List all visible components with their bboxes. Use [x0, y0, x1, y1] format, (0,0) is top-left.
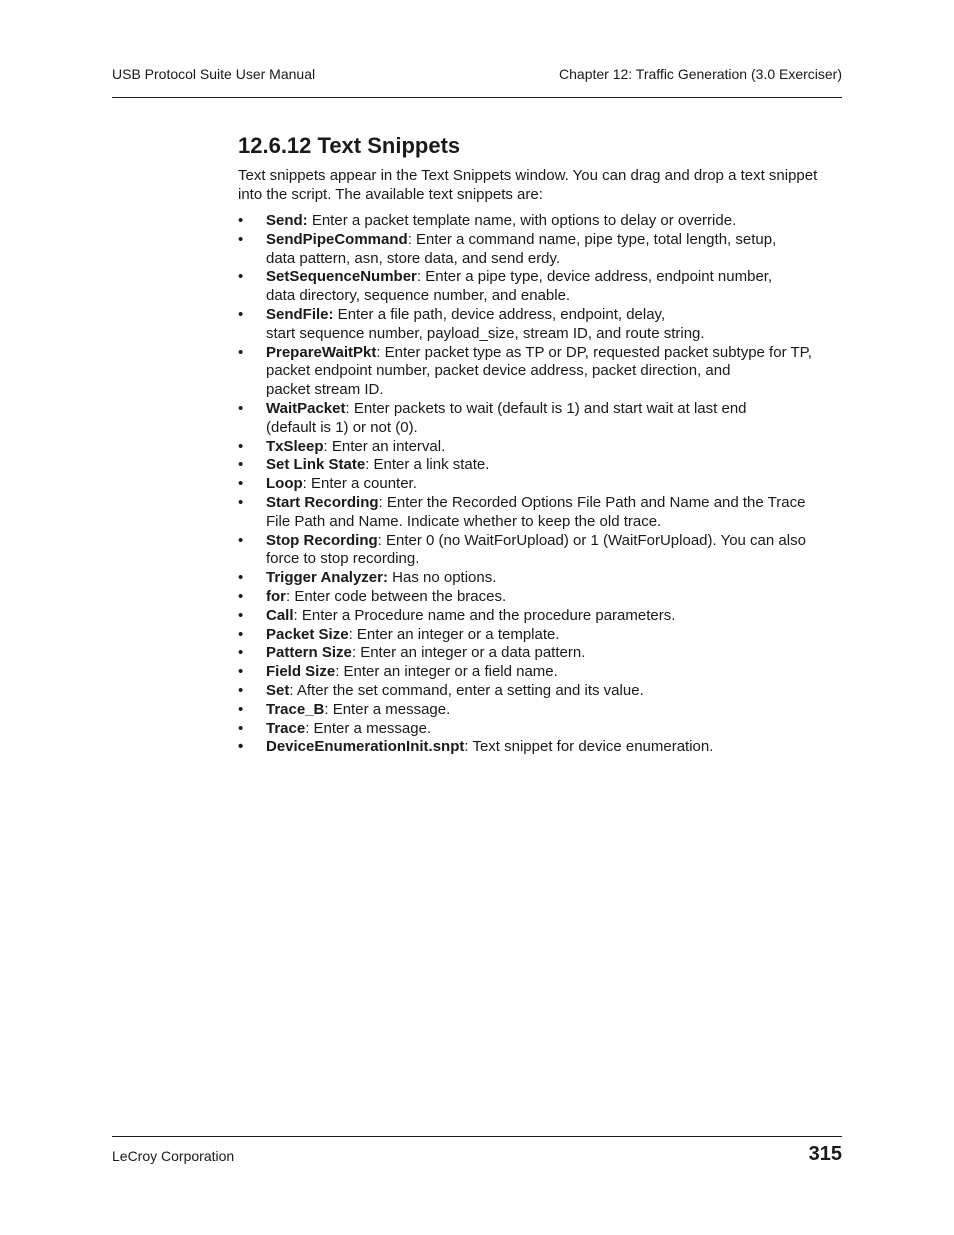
page-number: 315: [808, 1143, 842, 1165]
list-item: [238, 532, 842, 570]
snippet-name: Set: [266, 681, 290, 699]
snippet-description: : Enter code between the braces.: [286, 587, 507, 605]
bullet-icon: •: [238, 343, 244, 361]
snippet-description: : Enter a Procedure name and the procedure parameters.: [293, 606, 676, 624]
bullet-icon: •: [238, 644, 244, 662]
bullet-icon: •: [238, 305, 244, 323]
snippet-name: Send:: [266, 212, 308, 229]
list-item: [238, 438, 842, 457]
list-item: [238, 588, 842, 607]
bullet-icon: •: [238, 268, 244, 286]
snippet-name: TxSleep: [266, 437, 324, 455]
bullet-icon: •: [238, 230, 244, 248]
bullet-icon: •: [238, 531, 244, 549]
snippet-description: : Enter a link state.: [365, 456, 490, 474]
bullet-icon: •: [238, 738, 244, 756]
snippet-description: : Text snippet for device enumeration.: [464, 738, 714, 756]
snippet-name: WaitPacket: [266, 399, 346, 417]
snippet-description: Enter a packet template name, with options to delay or override.: [307, 212, 737, 229]
snippet-description: Enter a file path, device address, endpoint, delay, start sequence number, payload_size, stream ID, and route string.: [266, 305, 705, 342]
snippet-description: Has no options.: [387, 569, 497, 587]
list-item: [238, 306, 842, 344]
list-item: [238, 663, 842, 682]
bullet-icon: •: [238, 719, 244, 737]
list-item: [238, 400, 842, 438]
snippet-description: : Enter a command name, pipe type, total length, setup, data pattern, asn, store data, and send erdy.: [266, 230, 777, 267]
snippet-name: Trace_B: [266, 700, 325, 718]
list-item: [238, 268, 842, 306]
snippet-description: : Enter a counter.: [302, 475, 417, 493]
list-item: [238, 701, 842, 720]
snippet-name: SendPipeCommand: [266, 230, 408, 248]
snippet-description: : After the set command, enter a setting and its value.: [289, 681, 644, 699]
list-item: [238, 626, 842, 645]
snippet-name: Loop: [266, 475, 303, 493]
snippet-description: : Enter packet type as TP or DP, requested packet subtype for TP, packet endpoint number, packet device address, packet direction, and packet stream ID.: [266, 343, 812, 399]
bullet-icon: •: [238, 569, 244, 587]
section-intro: Text snippets appear in the Text Snippets window. You can drag and drop a text snippet into the script. The available text snippets are:: [238, 167, 818, 203]
section-title: 12.6.12 Text Snippets: [238, 133, 461, 158]
bullet-icon: •: [238, 212, 244, 229]
list-item: [238, 682, 842, 701]
snippet-description: : Enter an integer or a template.: [348, 625, 560, 643]
list-item: [238, 607, 842, 626]
bullet-icon: •: [238, 625, 244, 643]
snippet-description: : Enter the Recorded Options File Path and Name and the Trace File Path and Name. Indicate whether to keep the old trace.: [266, 493, 806, 530]
snippet-name: Packet Size: [266, 625, 349, 643]
list-item: [238, 720, 842, 739]
list-item: [238, 212, 842, 231]
list-item: [238, 231, 842, 269]
snippet-name: Start Recording: [266, 493, 379, 511]
snippet-description: : Enter an integer or a data pattern.: [351, 644, 586, 662]
manual-title: USB Protocol Suite User Manual: [112, 66, 316, 82]
snippet-name: for: [266, 587, 286, 605]
bullet-icon: •: [238, 663, 244, 681]
list-item: [238, 569, 842, 588]
snippet-name: SetSequenceNumber: [266, 268, 417, 286]
list-item: [238, 644, 842, 663]
snippet-name: Set Link State: [266, 456, 366, 474]
bullet-icon: •: [238, 681, 244, 699]
list-item: [238, 344, 842, 400]
snippet-description: : Enter packets to wait (default is 1) and start wait at last end (default is 1) or not (0).: [266, 399, 747, 436]
bullet-icon: •: [238, 437, 244, 455]
bullet-icon: •: [238, 606, 244, 624]
footer-divider: [112, 1136, 842, 1137]
snippet-name: SendFile:: [266, 305, 334, 323]
snippet-description: : Enter 0 (no WaitForUpload) or 1 (WaitForUpload). You can also force to stop recording.: [266, 531, 806, 568]
list-item: [238, 738, 842, 757]
snippet-name: DeviceEnumerationInit.snpt: [266, 738, 465, 756]
bullet-icon: •: [238, 475, 244, 493]
snippet-name: Trigger Analyzer:: [266, 569, 388, 587]
snippet-description: : Enter a pipe type, device address, endpoint number, data directory, sequence number, and enable.: [266, 268, 773, 305]
snippet-description: : Enter a message.: [324, 700, 451, 718]
snippet-description: : Enter an interval.: [323, 437, 446, 455]
snippet-name: Stop Recording: [266, 531, 378, 549]
chapter-title: Chapter 12: Traffic Generation (3.0 Exerciser): [559, 66, 842, 82]
snippet-list: [238, 212, 842, 757]
bullet-icon: •: [238, 493, 244, 511]
bullet-icon: •: [238, 456, 244, 474]
snippet-name: Call: [266, 606, 294, 624]
snippet-name: Field Size: [266, 663, 336, 681]
list-item: [238, 456, 842, 475]
bullet-icon: •: [238, 587, 244, 605]
snippet-name: Trace: [266, 719, 306, 737]
bullet-icon: •: [238, 700, 244, 718]
list-item: [238, 494, 842, 532]
snippet-description: : Enter a message.: [305, 719, 432, 737]
list-item: [238, 475, 842, 494]
snippet-description: : Enter an integer or a field name.: [335, 663, 558, 681]
snippet-name: PrepareWaitPkt: [266, 343, 377, 361]
company-name: LeCroy Corporation: [112, 1148, 235, 1164]
header-divider: [112, 97, 842, 98]
snippet-name: Pattern Size: [266, 644, 352, 662]
bullet-icon: •: [238, 399, 244, 417]
